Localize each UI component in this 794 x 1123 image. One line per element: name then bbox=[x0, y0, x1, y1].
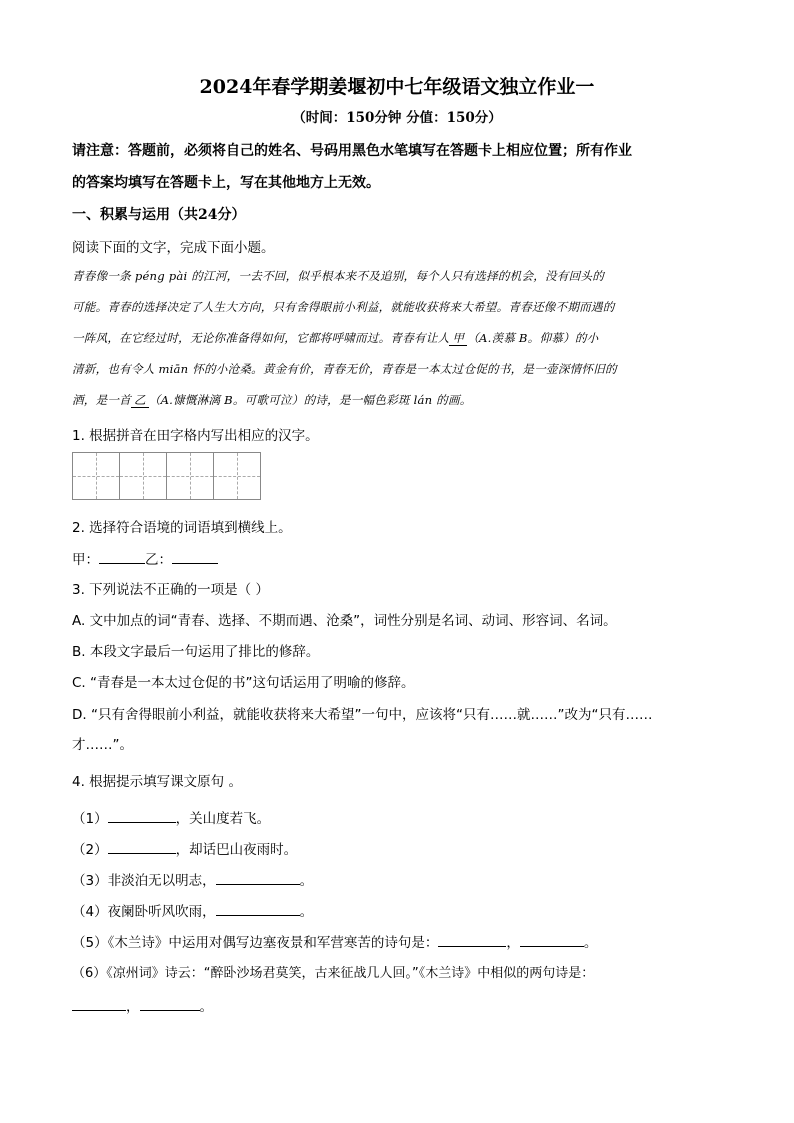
q4-item-2 bbox=[72, 838, 297, 858]
question-2-answer-line bbox=[72, 548, 218, 568]
notice-line-2: 的答案均填写在答题卡上，写在其他地方上无效。 bbox=[72, 175, 380, 191]
item-6-blank-2[interactable] bbox=[140, 997, 200, 1011]
item-5-sep: ， bbox=[506, 935, 520, 951]
item-5-text: （5）《木兰诗》中运用对偶写边塞夜景和军营寒苦的诗句是： bbox=[72, 935, 439, 951]
item-3-text: （3）非淡泊无以明志， bbox=[72, 873, 216, 889]
option-c: C. “青春是一本太过仓促的书”这句话运用了明喻的修辞。 bbox=[72, 675, 415, 691]
passage-line-2: 可能。青春的选择决定了人生大方向，只有舍得眼前小利益，就能收获将来大希望。青春还像不期而遇的 bbox=[72, 300, 615, 314]
item-5-blank-2[interactable] bbox=[520, 933, 584, 947]
item-6-end: 。 bbox=[199, 999, 213, 1015]
question-4: 4. 根据提示填写课文原句 。 bbox=[72, 774, 242, 790]
item-4-end: 。 bbox=[299, 904, 314, 920]
item-2-text: ，却话巴山夜雨时。 bbox=[175, 842, 298, 858]
notice-line-1: 请注意：答题前，必须将自己的姓名、号码用黑色水笔填写在答题卡上相应位置；所有作业 bbox=[72, 143, 632, 159]
item-3-end: 。 bbox=[299, 873, 314, 889]
question-1: 1. 根据拼音在田字格内写出相应的汉字。 bbox=[72, 428, 319, 444]
q4-item-3 bbox=[72, 869, 313, 889]
grid-cell[interactable] bbox=[119, 452, 167, 500]
passage-line-5-end: （A.慷慨淋漓 B。可歌可泣）的诗，是一幅色彩斑 lán 的画。 bbox=[148, 393, 472, 407]
q4-item-6-answer bbox=[72, 995, 213, 1015]
question-3: 3. 下列说法不正确的一项是（ ） bbox=[72, 582, 269, 598]
document-subtitle: （时间：150分钟 分值：150分） bbox=[292, 110, 502, 126]
option-b: B. 本段文字最后一句运用了排比的修辞。 bbox=[72, 644, 320, 660]
blank-jia-mark: 甲 bbox=[449, 331, 467, 346]
item-1-text: ，关山度若飞。 bbox=[175, 811, 271, 827]
passage-line-4: 清新，也有令人 miān 怀的小沧桑。黄金有价，青春无价，青春是一本太过仓促的书，是一壶深情怀旧的 bbox=[72, 362, 617, 376]
answer-yi-label: 乙： bbox=[145, 552, 172, 568]
grid-cell[interactable] bbox=[72, 452, 120, 500]
answer-jia-label: 甲： bbox=[72, 552, 99, 568]
option-a: A. 文中加点的词“青春、选择、不期而遇、沧桑”，词性分别是名词、动词、形容词、名词。 bbox=[72, 613, 617, 629]
tianzige-grid[interactable] bbox=[72, 452, 268, 500]
q4-item-6: （6）《凉州词》诗云：“醉卧沙场君莫笑，古来征战几人回。”《木兰诗》中相似的两句诗是： bbox=[72, 966, 595, 981]
answer-jia-blank[interactable] bbox=[99, 550, 145, 564]
grid-cell[interactable] bbox=[213, 452, 261, 500]
passage-line-3-end: （A.羡慕 B。仰慕）的小 bbox=[467, 331, 599, 345]
q4-item-4 bbox=[72, 900, 313, 920]
passage-line-5-start: 酒，是一首 bbox=[72, 393, 131, 407]
item-4-blank[interactable] bbox=[216, 902, 300, 916]
item-6-sep: ， bbox=[126, 999, 140, 1015]
reading-instruction: 阅读下面的文字，完成下面小题。 bbox=[72, 240, 275, 256]
item-3-blank[interactable] bbox=[216, 871, 300, 885]
passage-line-1: 青春像一条 péng pài 的江河，一去不回，似乎根本来不及追别，每个人只有选择的机会，没有回头的 bbox=[72, 269, 605, 283]
item-6-blank-1[interactable] bbox=[72, 997, 126, 1011]
blank-yi-mark: 乙 bbox=[131, 393, 149, 408]
item-2-blank[interactable] bbox=[108, 840, 176, 854]
q4-item-5 bbox=[72, 931, 597, 951]
item-1-blank[interactable] bbox=[108, 809, 176, 823]
grid-cell[interactable] bbox=[166, 452, 214, 500]
item-5-blank-1[interactable] bbox=[438, 933, 506, 947]
passage-line-3-start: 一阵风，在它经过时，无论你准备得如何，它都将呼啸而过。青春有让人 bbox=[72, 331, 450, 345]
option-d-line-1: D. “只有舍得眼前小利益，就能收获将来大希望”一句中，应该将“只有……就……”改为“只有…… bbox=[72, 707, 653, 723]
answer-yi-blank[interactable] bbox=[172, 550, 218, 564]
document-title: 2024年春学期姜堰初中七年级语文独立作业一 bbox=[199, 76, 595, 98]
option-d-line-2: 才……”。 bbox=[72, 737, 133, 753]
item-4-text: （4）夜阑卧听风吹雨， bbox=[72, 904, 216, 920]
item-2-number: （2） bbox=[72, 842, 108, 858]
section-heading: 一、积累与运用（共24分） bbox=[72, 207, 246, 223]
question-2: 2. 选择符合语境的词语填到横线上。 bbox=[72, 520, 292, 536]
passage-line-5 bbox=[72, 392, 722, 408]
q4-item-1 bbox=[72, 807, 270, 827]
item-5-end: 。 bbox=[583, 935, 598, 951]
item-1-number: （1） bbox=[72, 811, 108, 827]
passage-line-3 bbox=[72, 330, 722, 346]
